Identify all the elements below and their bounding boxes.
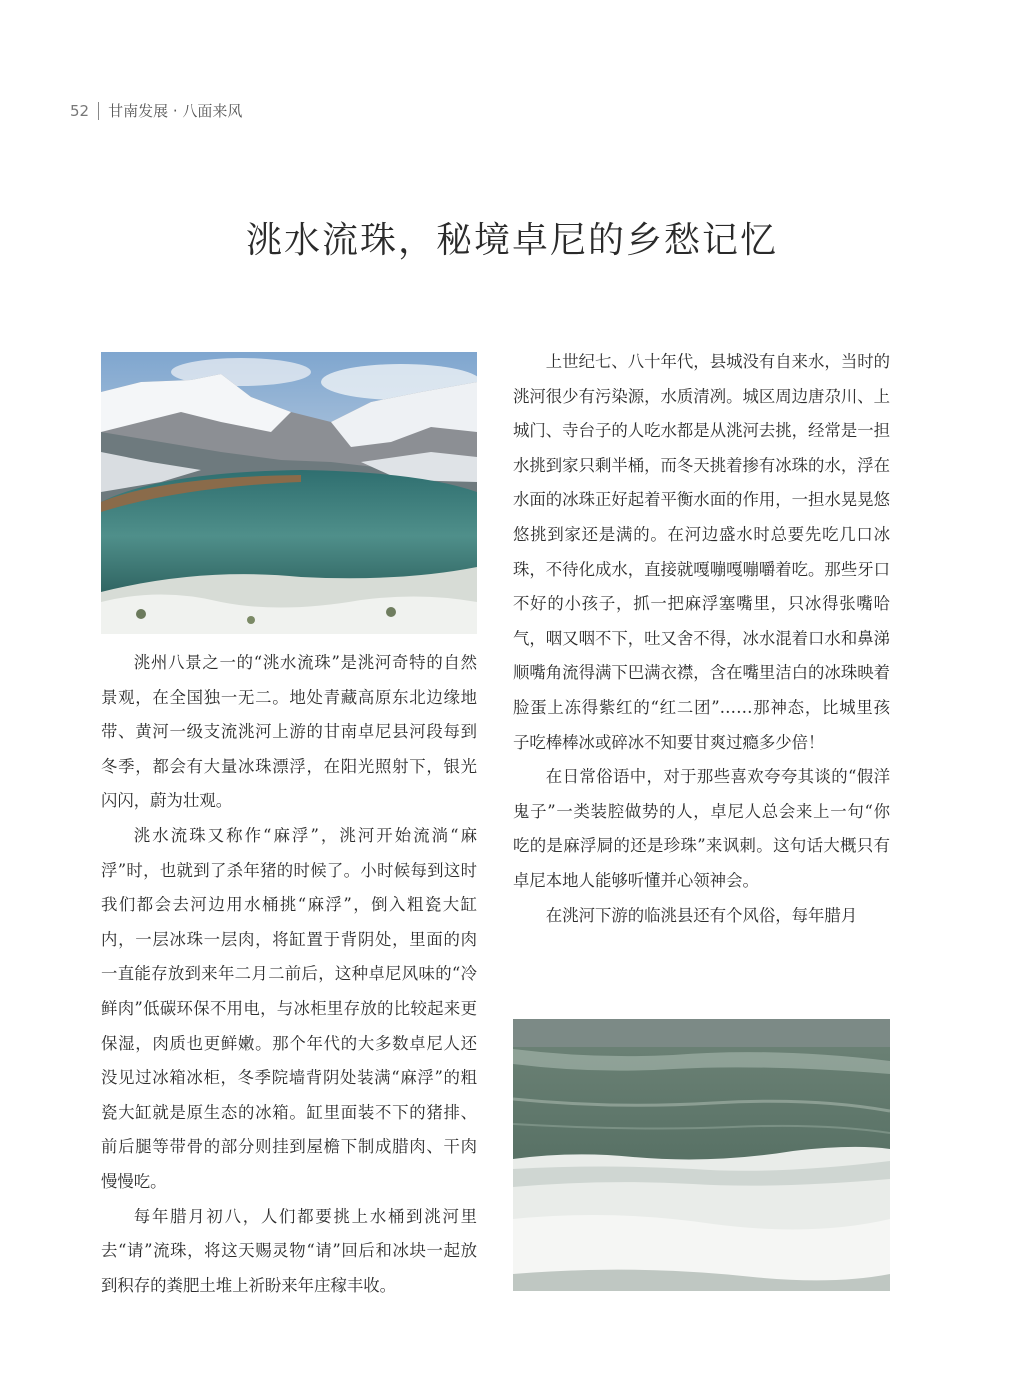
page-number: 52 [70,101,90,120]
header-divider [98,102,99,120]
paragraph: 在洮河下游的临洮县还有个风俗，每年腊月 [545,905,858,925]
paragraph: 洮州八景之一的“洮水流珠”是洮河奇特的自然景观，在全国独一无二。地处青藏高原东北边缘地带、黄河一级支流洮河上游的甘南卓尼县河段每到冬季，都会有大量冰珠漂浮，在阳光照射下，银光闪闪，蔚为壮观。 [101,653,477,811]
section-name: 甘南发展 · 八面来风 [108,102,243,120]
running-header [70,100,242,121]
paragraph: 每年腊月初八，人们都要挑上水桶到洮河里去“请”流珠，将这天赐灵物“请”回后和冰块一起放到积存的粪肥土堆上祈盼来年庄稼丰收。 [101,1206,477,1295]
paragraph: 洮水流珠又称作“麻浮”，洮河开始流淌“麻浮”时，也就到了杀年猪的时候了。小时候每到这时我们都会去河边用水桶挑“麻浮”，倒入粗瓷大缸内，一层冰珠一层肉，将缸置于背阴处，里面的肉一直能存放到来年二月二前后，这种卓尼风味的“冷鲜肉”低碳环保不用电，与冰柜里存放的比较起来更保湿，肉质也更鲜嫩。那个年代的大多数卓尼人还没见过冰箱冰柜，冬季院墙背阴处装满“麻浮”的粗瓷大缸就是原生态的冰箱。缸里面装不下的猪排、前后腿等带骨的部分则挂到屋檐下制成腊肉、干肉慢慢吃。 [101,825,477,1191]
paragraph: 在日常俗语中，对于那些喜欢夸夸其谈的“假洋鬼子”一类装腔做势的人，卓尼人总会来上一句“你吃的是麻浮屙的还是珍珠”来讽刺。这句话大概只有卓尼本地人能够听懂并心领神会。 [513,767,890,890]
right-column [513,345,890,933]
paragraph: 上世纪七、八十年代，县城没有自来水，当时的洮河很少有污染源，水质清冽。城区周边唐尕川、上城门、寺台子的人吃水都是从洮河去挑，经常是一担水挑到家只剩半桶，而冬天挑着掺有冰珠的水，浮在水面的冰珠正好起着平衡水面的作用，一担水晃晃悠悠挑到家还是满的。在河边盛水时总要先吃几口冰珠，不待化成水，直接就嘎嘣嘎嘣嚼着吃。那些牙口不好的小孩子，抓一把麻浮塞嘴里，只冰得张嘴哈气，咽又咽不下，吐又舍不得，冰水混着口水和鼻涕顺嘴角流得满下巴满衣襟，含在嘴里洁白的冰珠映着脸蛋上冻得紫红的“红二团”……那神态，比城里孩子吃棒棒冰或碎冰不知要甘爽过瘾多少倍！ [513,352,890,752]
left-column [101,646,477,1303]
river-ice-photo [513,1019,890,1291]
lake-photo [101,352,477,634]
article-title: 洮水流珠，秘境卓尼的乡愁记忆 [245,220,778,261]
